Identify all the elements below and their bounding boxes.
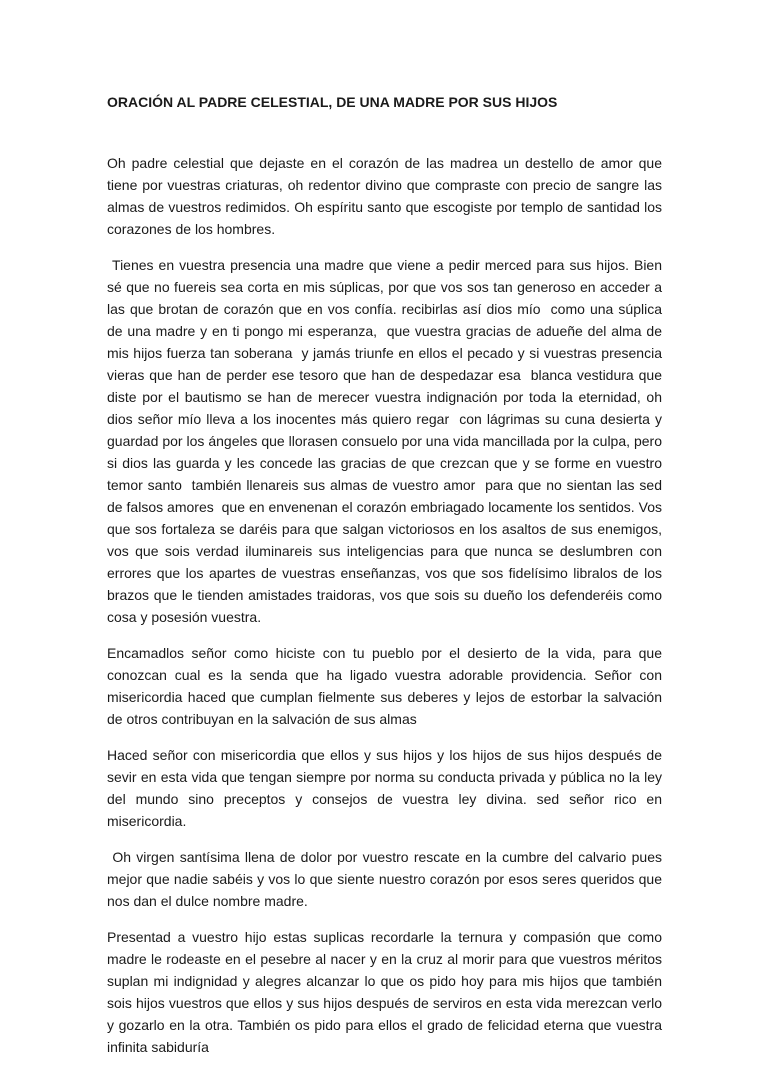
paragraph-3: Encamadlos señor como hiciste con tu pueblo por el desierto de la vida, para que conozcan cual es la senda que ha ligado vuestra adorable providencia. Señor con misericordia haced que cumplan fielmente sus deberes y lejos de estorbar la salvación de otros contribuyan en la salvación de sus almas — [107, 645, 666, 727]
paragraph-4: Haced señor con misericordia que ellos y sus hijos y los hijos de sus hijos después de sevir en esta vida que tengan siempre por norma su conducta privada y pública no la ley del mundo sino preceptos y consejos de vuestra ley divina. sed señor rico en misericordia. — [107, 747, 666, 829]
document-title: ORACIÓN AL PADRE CELESTIAL, DE UNA MADRE POR SUS HIJOS — [107, 94, 558, 110]
paragraph-6: Presentad a vuestro hijo estas suplicas recordarle la ternura y compasión que como madre le rodeaste en el pesebre al nacer y en la cruz al morir para que vuestros méritos suplan mi indignidad y alegres alcanzar lo que os pido hoy para mis hijos que también sois hijos vuestros que ellos y sus hijos después de serviros en esta vida merezcan verlo y gozarlo en la otra. También os pido para ellos el grado de felicidad eterna que vuestra infinita sabiduría — [107, 929, 666, 1055]
paragraph-5: Oh virgen santísima llena de dolor por vuestro rescate en la cumbre del calvario pues mejor que nadie sabéis y vos lo que siente nuestro corazón por esos seres queridos que nos dan el dulce nombre madre. — [107, 849, 666, 909]
paragraph-2: Tienes en vuestra presencia una madre que viene a pedir merced para sus hijos. Bien sé que no fuereis sea corta en mis súplicas, por que vos sos tan generoso en acceder a las que brotan de corazón que en vos confía. recibirlas así dios mío como una súplica de una madre y en ti pongo mi esperanza, que vuestra gracias de adueñe del alma de mis hijos fuerza tan soberana y jamás triunfe en ellos el pecado y si vuestras presencia vieras que han de perder ese tesoro que han de despedazar esa blanca vestidura que diste por el bautismo se han de merecer vuestra indignación por toda la eternidad, oh dios señor mío lleva a los inocentes más quiero regar con lágrimas su cuna desierta y guardad por los ángeles que llorasen consuelo por una vida mancillada por la culpa, pero si dios las guarda y les concede las gracias de que crezcan que y se forme en vuestro temor santo también llenareis sus almas de vuestro amor para que no sientan las sed de falsos amores que en envenenan el corazón embriagado locamente los sentidos. Vos que sos fortaleza se daréis para que salgan victoriosos en los asaltos de sus enemigos, vos que sois verdad iluminareis sus inteligencias para que nunca se deslumbren con errores que los apartes de vuestras enseñanzas, vos que sos fidelísimo libralos de los brazos que le tienden amistades traidoras, vos que sois su dueño los defenderéis como cosa y posesión vuestra. — [107, 257, 670, 625]
paragraph-1: Oh padre celestial que dejaste en el corazón de las madrea un destello de amor que tiene por vuestras criaturas, oh redentor divino que compraste con precio de sangre las almas de vuestros redimidos. Oh espíritu santo que escogiste por templo de santidad los corazones de los hombres. — [107, 155, 666, 237]
document-body — [107, 152, 670, 1072]
